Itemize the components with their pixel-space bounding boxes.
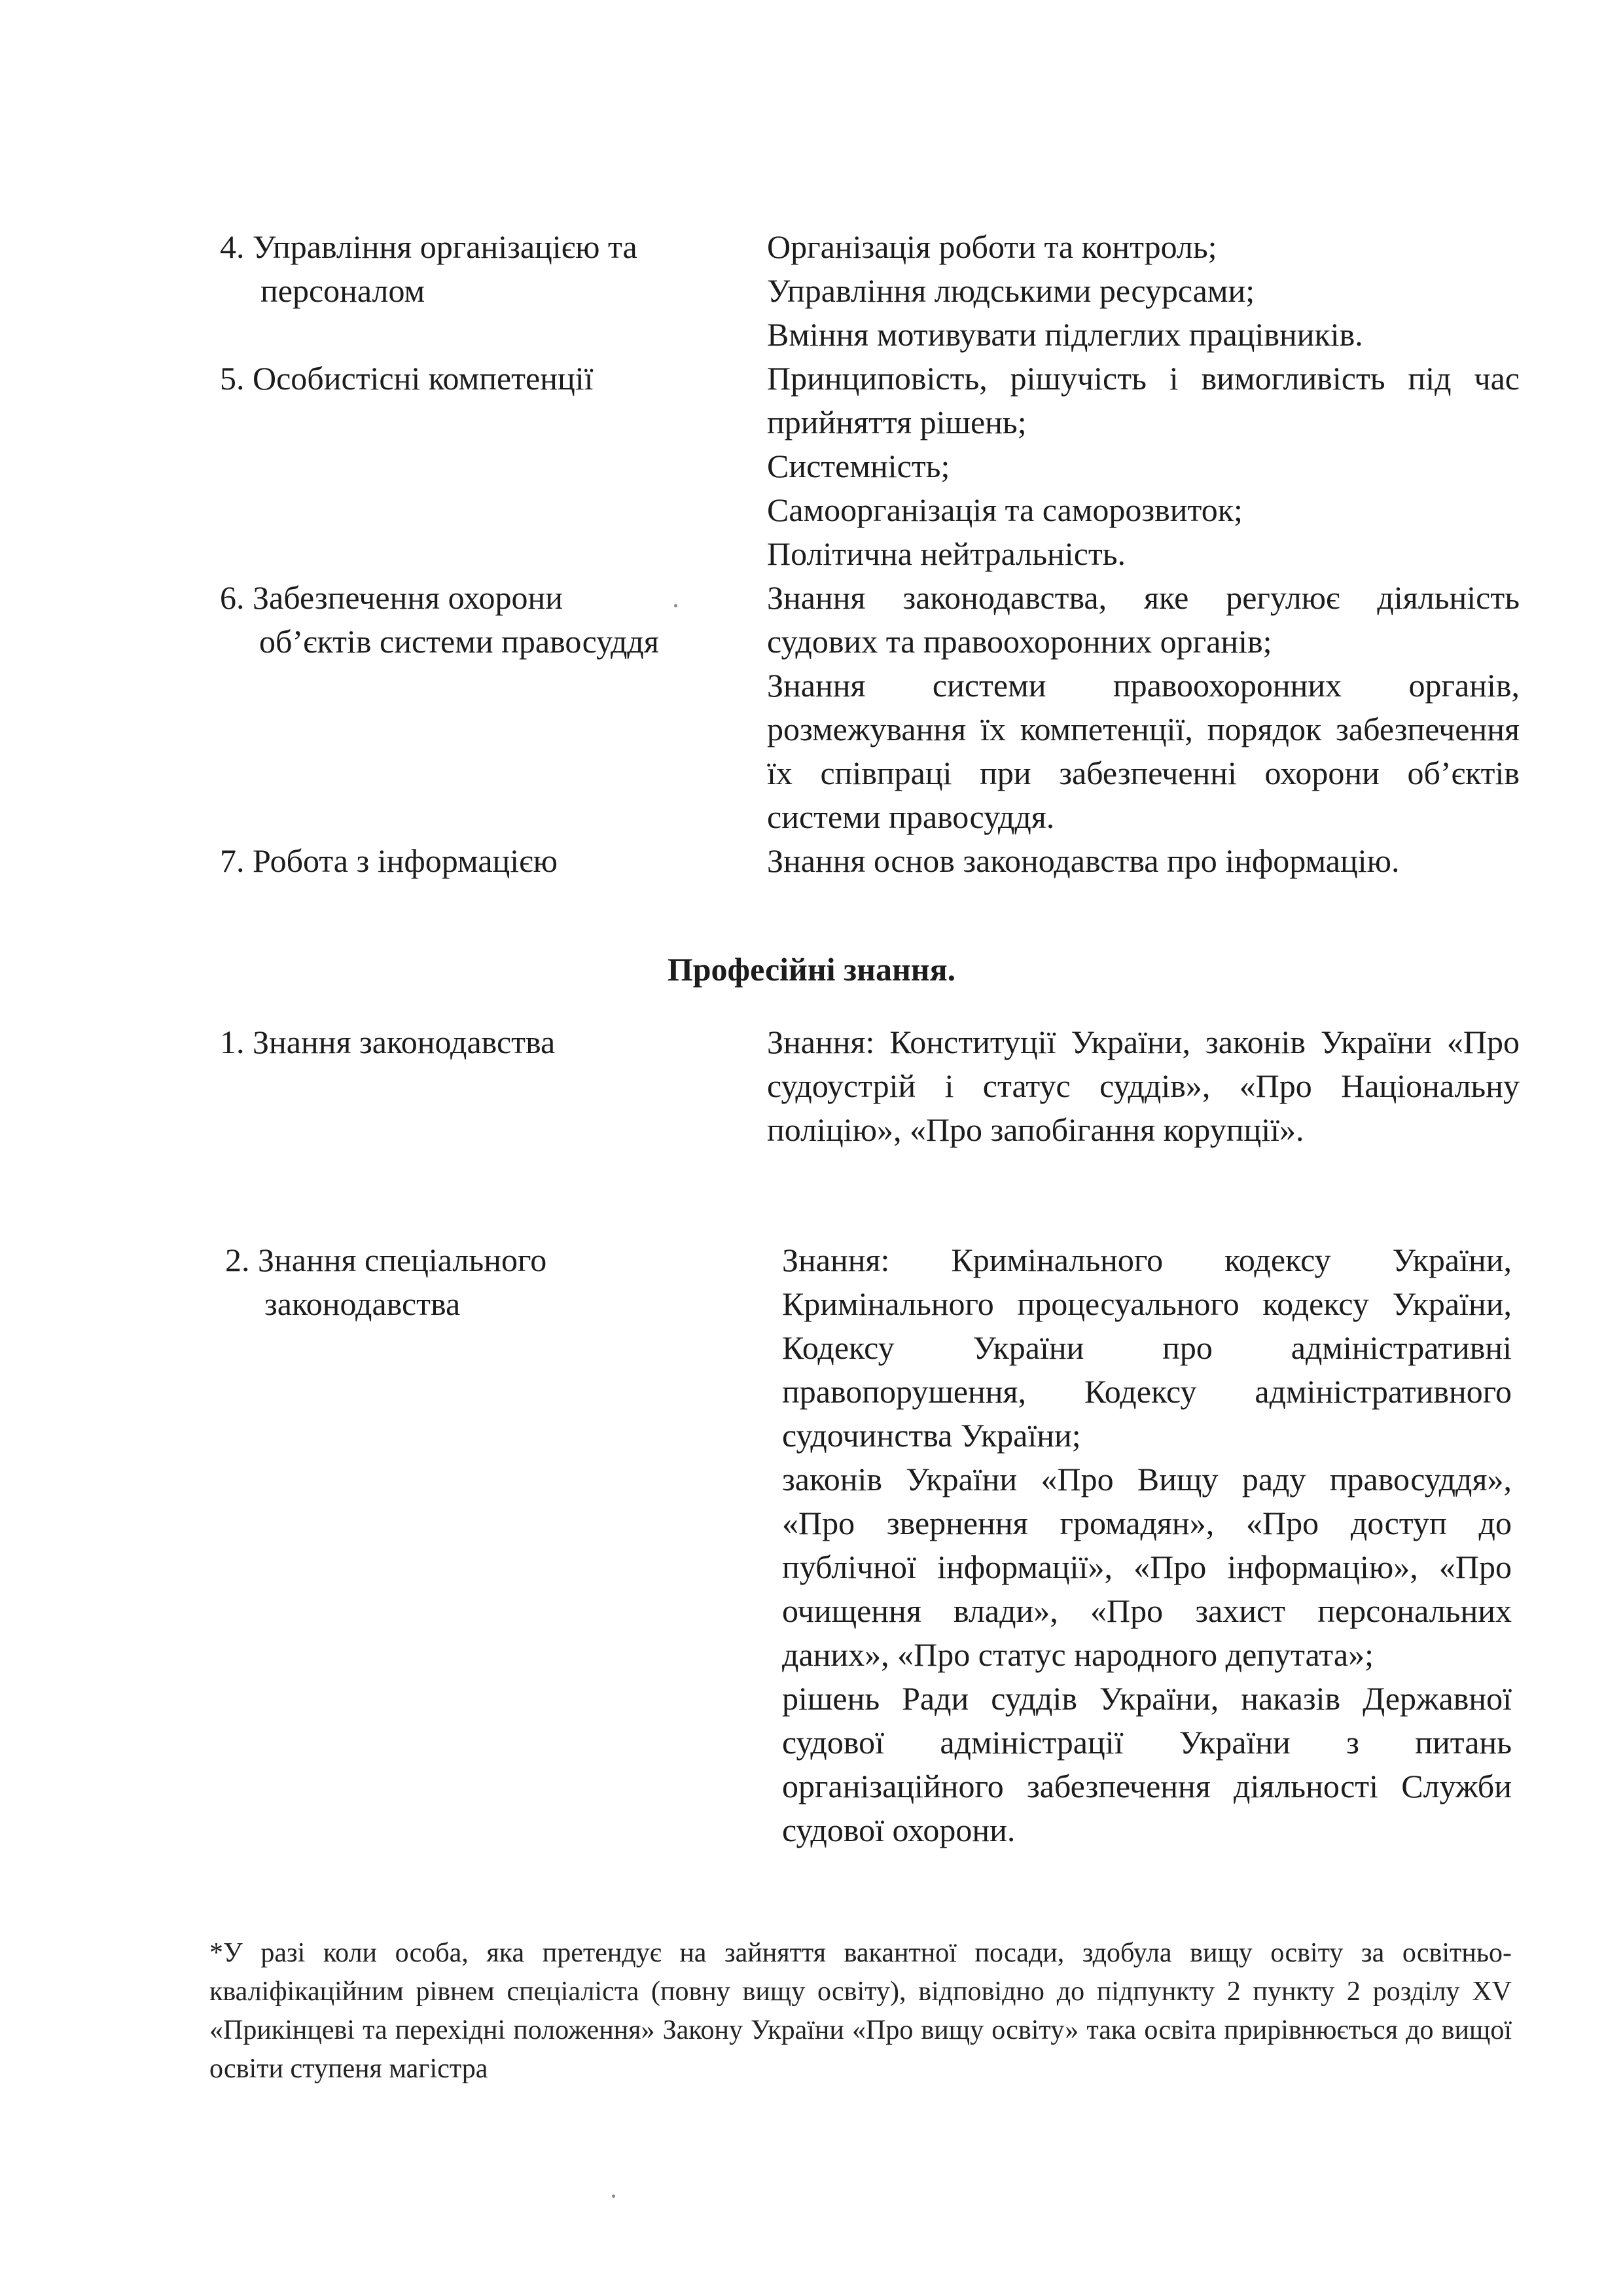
competency-6-label (220, 576, 757, 664)
footnote: *У разі коли особа, яка претендує на зайняття вакантної посади, здобула вищу освіту за освітньо-кваліфікаційним рівнем спеціаліста (повну вищу освіту), відповідно до підпункту 2 пункту 2 розділу XV «Прикінцеві та перехідні положення» Закону України «Про вищу освіту» така освіта прирівнюється до вищої освіти ступеня магістра (209, 1938, 1512, 2084)
professional-1-desc-line: Знання: Конституції України, законів України «Про судоустрій і статус суддів», «Про Національну поліцію», «Про запобігання корупції». (767, 1024, 1520, 1148)
competency-7-desc-line: Знання основ законодавства про інформацію. (767, 842, 1400, 879)
competency-7-description (767, 839, 1520, 883)
competency-7-label-line-1: 7. Робота з інформацією (220, 842, 558, 879)
competency-5-desc-line: Самоорганізація та саморозвиток; (767, 492, 1243, 528)
competency-6-label-line-2: об’єктів системи правосуддя (259, 623, 659, 660)
competency-5-desc-line: Принциповість, рішучість і вимогливість під час прийняття рішень; (767, 360, 1520, 440)
scan-speck (674, 604, 677, 607)
professional-2-desc-line: Знання: Кримінального кодексу України, Кримінального процесуального кодексу України, Кодексу України про адміністративні правопорушення, Кодексу адміністративного судочинства України; (782, 1242, 1512, 1454)
competency-4-label-line-1: 4. Управління організацією та (220, 228, 637, 265)
professional-2-label (225, 1238, 736, 1326)
competency-5-label (220, 357, 730, 401)
competency-4-label (220, 225, 730, 313)
professional-2-label-line-2: законодавства (264, 1285, 461, 1322)
competency-4-desc-line: Вміння мотивувати підлеглих працівників. (767, 316, 1363, 353)
professional-1-label-line-1: 1. Знання законодавства (220, 1024, 556, 1060)
competency-4-description (767, 225, 1520, 357)
professional-2-description (782, 1238, 1512, 1852)
competency-5-desc-line: Політична нейтральність. (767, 535, 1126, 572)
competency-6-label-line-1: 6. Забезпечення охорони (220, 579, 563, 616)
competency-5-desc-line: Системність; (767, 448, 950, 484)
professional-2-label-line-1: 2. Знання спеціального (225, 1242, 547, 1278)
professional-2-desc-line: рішень Ради суддів України, наказів Державної судової адміністрації України з питань організаційного забезпечення діяльності Служби судової охорони. (782, 1680, 1512, 1848)
competency-6-desc-line: Знання системи правоохоронних органів, розмежування їх компетенції, порядок забезпечення їх співпраці при забезпеченні охорони об’єктів системи правосуддя. (767, 667, 1520, 835)
competency-4-desc-line: Управління людськими ресурсами; (767, 272, 1255, 309)
professional-2-desc-line: законів України «Про Вищу раду правосуддя», «Про звернення громадян», «Про доступ до публічної інформації», «Про інформацію», «Про очищення влади», «Про захист персональних даних», «Про статус народного депутата»; (782, 1461, 1512, 1673)
competency-6-description (767, 576, 1520, 839)
competency-7-label (220, 839, 730, 883)
competency-4-desc-line: Організація роботи та контроль; (767, 228, 1217, 265)
competency-5-label-line-1: 5. Особистісні компетенції (220, 360, 594, 397)
scan-speck (612, 2195, 615, 2198)
competency-4-label-line-2: персоналом (260, 272, 425, 309)
professional-knowledge-title: Професійні знання. (667, 951, 956, 988)
competency-6-desc-line: Знання законодавства, яке регулює діяльність судових та правоохоронних органів; (767, 579, 1520, 660)
professional-1-description (767, 1020, 1520, 1152)
competency-5-description (767, 357, 1520, 576)
professional-1-label (220, 1020, 730, 1064)
